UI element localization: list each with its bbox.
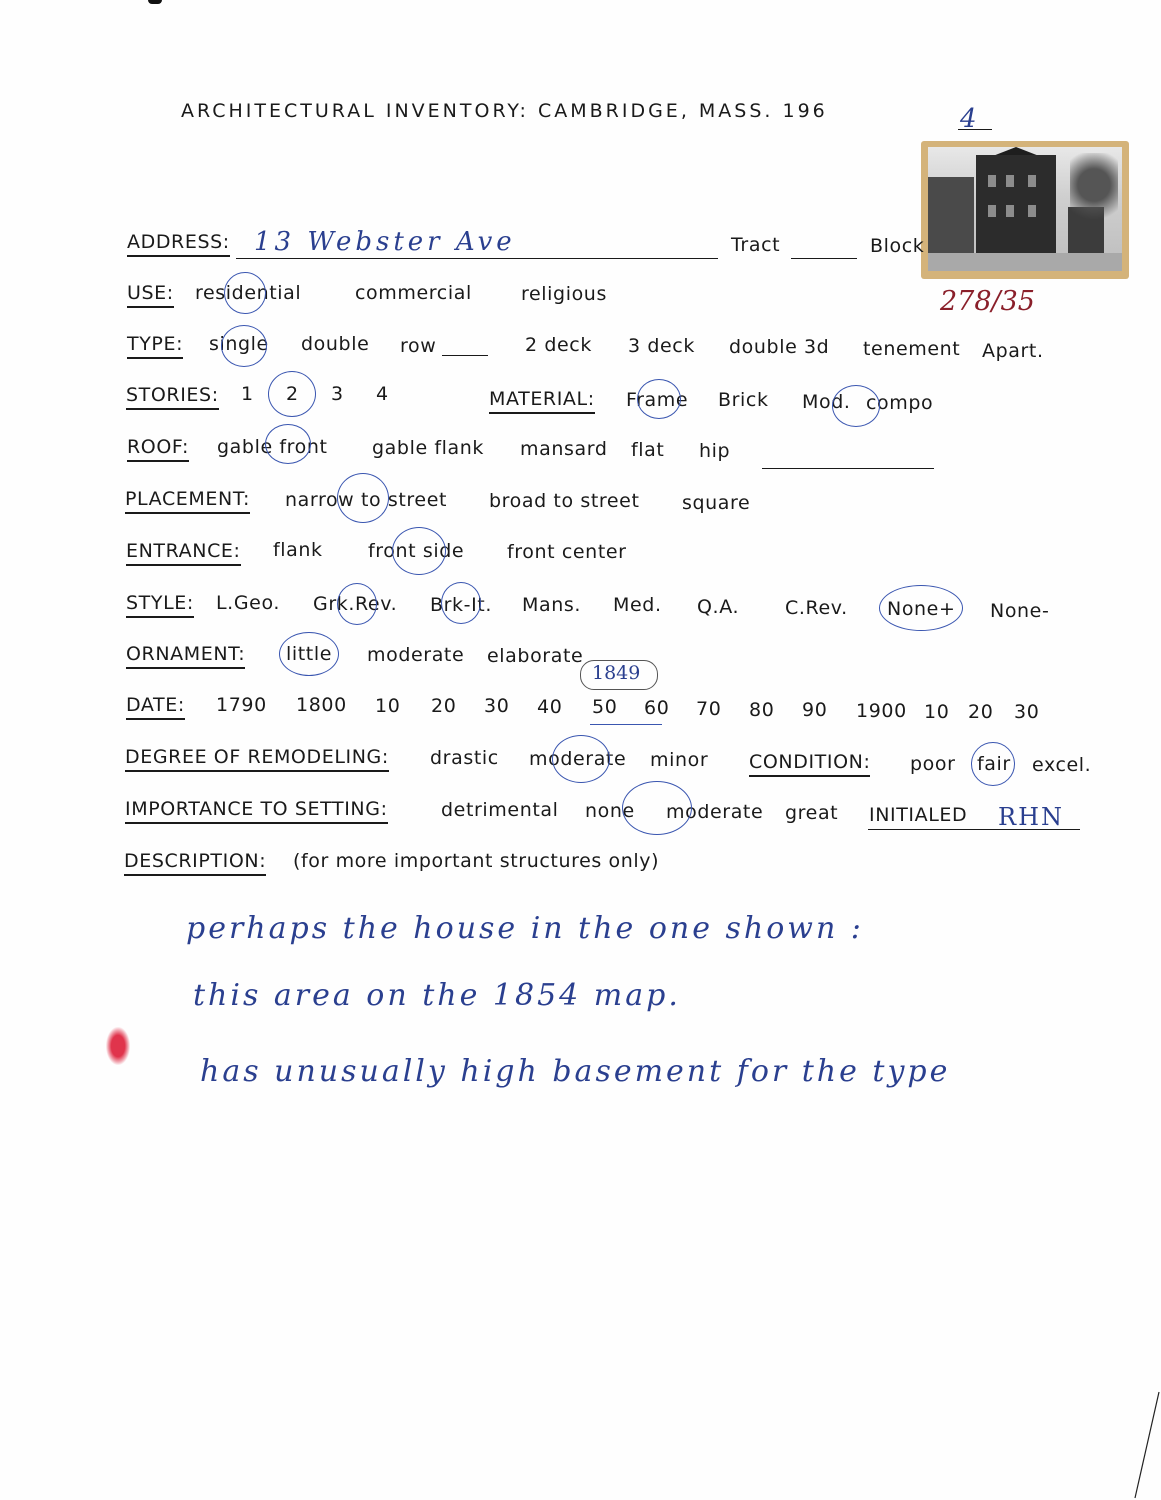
ornament-label: ORNAMENT: <box>126 645 245 669</box>
style-option-grkrev: Grk.Rev. <box>313 593 398 615</box>
form-title: ARCHITECTURAL INVENTORY: CAMBRIDGE, MASS. 196 <box>181 100 828 122</box>
selection-circle <box>337 583 377 625</box>
importance-option-none: none <box>585 800 635 822</box>
style-option-qa: Q.A. <box>697 596 740 618</box>
initialed-value: RHN <box>998 803 1064 831</box>
selection-circle <box>279 632 339 676</box>
style-option-none-plus: None+ <box>887 598 956 620</box>
style-option-crev: C.Rev. <box>785 597 848 619</box>
ornament-option-little: little <box>286 643 333 665</box>
selection-circle <box>268 371 316 417</box>
tract-line <box>791 258 857 259</box>
date-option: 90 <box>802 699 828 721</box>
selection-circle <box>337 473 389 523</box>
use-label: USE: <box>127 284 174 308</box>
photo-reference: 278/35 <box>940 286 1035 317</box>
placement-option-square: square <box>682 492 751 514</box>
entrance-label: ENTRANCE: <box>126 542 241 566</box>
style-option-none-minus: None- <box>990 600 1050 622</box>
roof-option-hip: hip <box>699 440 731 462</box>
selection-circle <box>265 424 311 464</box>
address-value: 13 Webster Ave <box>254 227 516 257</box>
selection-circle <box>622 781 692 835</box>
remodeling-option-minor: minor <box>650 749 709 771</box>
style-option-med: Med. <box>613 594 662 616</box>
roof-option-mansard: mansard <box>520 438 608 460</box>
date-option: 1900 <box>856 700 907 722</box>
material-label: MATERIAL: <box>489 390 595 414</box>
use-option-residential: residential <box>195 282 302 304</box>
description-line-1: perhaps the house in the one shown : <box>186 911 864 946</box>
type-option-2deck: 2 deck <box>525 334 592 356</box>
stories-option-1: 1 <box>241 383 254 405</box>
ornament-option-elaborate: elaborate <box>487 645 584 667</box>
date-option: 20 <box>968 701 994 723</box>
selection-circle <box>637 379 681 419</box>
stories-option-2: 2 <box>286 383 299 405</box>
type-label: TYPE: <box>127 335 183 359</box>
remodeling-label: DEGREE OF REMODELING: <box>125 748 389 772</box>
selection-circle <box>832 385 880 427</box>
selection-circle <box>221 325 267 367</box>
date-option: 10 <box>924 701 950 723</box>
roof-other-line <box>762 468 934 469</box>
roof-option-gable-front: gable front <box>217 436 328 458</box>
date-option: 10 <box>375 695 401 717</box>
date-option: 1790 <box>216 694 267 716</box>
block-label: Block <box>870 235 925 257</box>
style-option-brkit: Brk-It. <box>430 594 492 616</box>
type-option-3deck: 3 deck <box>628 335 695 357</box>
selection-circle <box>392 527 446 575</box>
entrance-option-front-center: front center <box>507 541 627 563</box>
stories-option-4: 4 <box>376 383 389 405</box>
date-option: 30 <box>484 695 510 717</box>
description-line-3: has unusually high basement for the type <box>200 1054 951 1089</box>
type-option-row: row <box>400 335 437 357</box>
type-option-single: single <box>209 333 269 355</box>
ornament-option-moderate: moderate <box>367 644 465 666</box>
description-hint: (for more important structures only) <box>293 850 660 872</box>
importance-option-detrimental: detrimental <box>441 799 559 821</box>
address-label: ADDRESS: <box>127 233 230 257</box>
material-option-compo: compo <box>866 392 934 414</box>
use-option-commercial: commercial <box>355 282 472 304</box>
entrance-option-front-side: front side <box>368 540 465 562</box>
use-option-religious: religious <box>521 283 607 305</box>
material-option-brick: Brick <box>718 389 769 411</box>
date-option: 40 <box>537 696 563 718</box>
description-label: DESCRIPTION: <box>124 852 266 876</box>
remodeling-option-moderate: moderate <box>529 748 627 770</box>
red-pencil-mark <box>106 1027 130 1065</box>
date-option: 30 <box>1014 701 1040 723</box>
stories-option-3: 3 <box>331 383 344 405</box>
house-photo <box>921 141 1129 279</box>
style-option-lgeo: L.Geo. <box>216 592 280 614</box>
entrance-option-flank: flank <box>273 539 323 561</box>
roof-option-flat: flat <box>631 439 665 461</box>
type-option-tenement: tenement <box>863 338 961 360</box>
remodeling-option-drastic: drastic <box>430 747 499 769</box>
initialed-line <box>868 829 1080 830</box>
importance-label: IMPORTANCE TO SETTING: <box>125 800 388 824</box>
condition-label: CONDITION: <box>749 753 870 777</box>
selection-circle <box>971 742 1015 786</box>
condition-option-fair: fair <box>977 753 1011 775</box>
year-underline <box>958 129 992 130</box>
type-row-line <box>442 355 488 356</box>
date-option: 80 <box>749 699 775 721</box>
date-option: 20 <box>431 695 457 717</box>
material-option-mod: Mod. <box>802 391 851 413</box>
address-line <box>236 258 718 259</box>
condition-option-poor: poor <box>910 753 956 775</box>
placement-option-narrow: narrow to street <box>285 489 448 511</box>
type-option-double: double <box>301 333 370 355</box>
date-range-bracket <box>590 724 662 725</box>
importance-option-great: great <box>785 802 839 824</box>
style-option-mans: Mans. <box>522 594 582 616</box>
placement-label: PLACEMENT: <box>125 490 250 514</box>
page-edge-mark <box>1121 1390 1161 1500</box>
selection-circle <box>879 585 963 631</box>
material-option-frame: Frame <box>626 389 689 411</box>
scan-mark <box>148 0 162 4</box>
date-option: 70 <box>696 698 722 720</box>
date-option: 50 <box>592 696 618 718</box>
annotation-oval <box>580 660 658 690</box>
description-line-2: this area on the 1854 map. <box>193 978 681 1013</box>
initialed-label: INITIALED <box>869 804 968 826</box>
stories-label: STORIES: <box>126 386 219 410</box>
placement-option-broad: broad to street <box>489 490 640 512</box>
date-annotation: 1849 <box>592 662 641 684</box>
condition-option-excel: excel. <box>1032 754 1092 776</box>
year-digit-handwritten: 4 <box>960 104 977 134</box>
date-label: DATE: <box>126 696 185 720</box>
roof-option-gable-flank: gable flank <box>372 437 485 459</box>
type-option-apart: Apart. <box>982 340 1044 362</box>
type-option-double3d: double 3d <box>729 336 830 358</box>
selection-circle <box>441 582 481 624</box>
roof-label: ROOF: <box>127 438 189 462</box>
selection-circle <box>552 735 610 783</box>
style-label: STYLE: <box>126 594 194 618</box>
date-option: 1800 <box>296 694 347 716</box>
date-option: 60 <box>644 697 670 719</box>
tract-label: Tract <box>731 234 781 256</box>
selection-circle <box>224 272 266 314</box>
importance-option-moderate: moderate <box>666 801 764 823</box>
